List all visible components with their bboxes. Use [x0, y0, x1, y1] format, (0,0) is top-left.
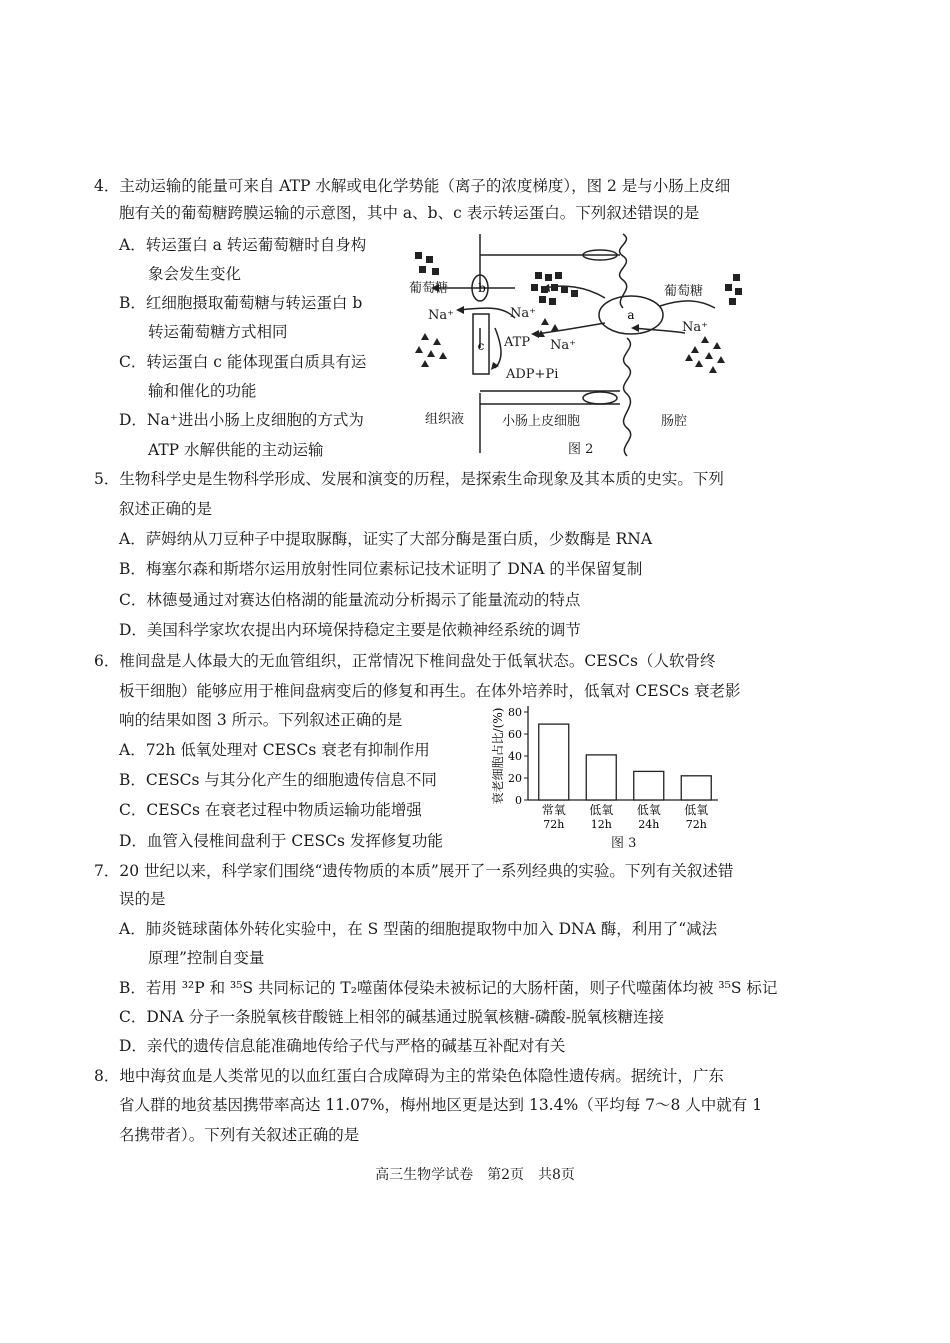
q8-stem-line3: 名携带者）。下列有关叙述正确的是: [119, 1126, 360, 1144]
figure-3-chart: [488, 700, 728, 835]
q7-option-b: B．若用 ³²P 和 ³⁵S 共同标记的 T₂噬菌体侵染未被标记的大肠杆菌，则子代噬菌体均被 ³⁵S 标记: [119, 979, 778, 997]
y-tick-label: 60: [508, 728, 522, 741]
x-tick-label: 72h: [685, 818, 707, 831]
x-tick-label: 低氧: [684, 803, 709, 817]
bar: [586, 755, 616, 800]
q4-option-b-line2: 转运葡萄糖方式相同: [148, 323, 288, 341]
na-entry-arrowhead: [631, 324, 639, 332]
q5-option-b: B．梅塞尔森和斯塔尔运用放射性同位素标记技术证明了 DNA 的半保留复制: [119, 560, 643, 578]
q5-option-c: C．林德曼通过对赛达伯格湖的能量流动分析揭示了能量流动的特点: [119, 591, 581, 609]
tight-junction-bottom: [583, 392, 617, 404]
x-tick-label: 低氧: [589, 803, 614, 817]
q6-option-a: A．72h 低氧处理对 CESCs 衰老有抑制作用: [119, 741, 430, 759]
q4-option-a-line1: A．转运蛋白 a 转运葡萄糖时自身构: [119, 236, 367, 254]
x-tick-label: 低氧: [636, 803, 661, 817]
na-exit-arrow: [460, 308, 515, 318]
y-axis-label: 衰老细胞占比/(%): [491, 707, 505, 805]
q6-option-c: C．CESCs 在衰老过程中物质运输功能增强: [119, 801, 422, 819]
q7-stem-line1: 7．20 世纪以来，科学家们围绕“遗传物质的本质”展开了一系列经典的实验。下列有关叙述错: [94, 862, 734, 880]
transporter-c-label: c: [477, 339, 485, 353]
y-tick-label: 0: [515, 794, 522, 807]
q7-option-a-line2: 原理”控制自变量: [148, 949, 265, 967]
figure-2-caption: 图 2: [568, 442, 594, 457]
q7-stem-line2: 误的是: [119, 890, 166, 908]
q7-option-d: D．亲代的遗传信息能准确地传给子代与严格的碱基互补配对有关: [119, 1037, 566, 1055]
y-tick-label: 80: [508, 706, 522, 719]
q4-option-b-line1: B．红细胞摄取葡萄糖与转运蛋白 b: [119, 294, 363, 312]
y-tick-label: 20: [508, 772, 522, 785]
na-exit-arrowhead: [456, 306, 464, 314]
q4-stem-line2: 胞有关的葡萄糖跨膜运输的示意图，其中 a、b、c 表示转运蛋白。下列叙述错误的是: [119, 204, 700, 222]
q6-stem-line1: 6．椎间盘是人体最大的无血管组织，正常情况下椎间盘处于低氧状态。CESCs（人软骨终: [94, 652, 716, 670]
page-footer: 高三生物学试卷 第2页 共8页: [375, 1167, 575, 1183]
q8-stem-line1: 8．地中海贫血是人类常见的以血红蛋白合成障碍为主的常染色体隐性遗传病。据统计，广东: [94, 1067, 724, 1085]
x-tick-label: 72h: [543, 818, 565, 831]
q4-option-d-line1: D．Na⁺进出小肠上皮细胞的方式为: [119, 411, 364, 429]
apical-membrane-bottom: [624, 338, 631, 456]
glucose-left-label: 葡萄糖: [409, 281, 449, 296]
y-tick-label: 40: [508, 750, 522, 763]
region-tissue-fluid-label: 组织液: [425, 412, 465, 427]
na-bottom-label: Na⁺: [550, 338, 576, 353]
na-mid-label: Na⁺: [510, 306, 536, 321]
q4-option-c-line2: 输和催化的功能: [148, 382, 257, 400]
q5-option-d: D．美国科学家坎农提出内环境保持稳定主要是依赖神经系统的调节: [119, 621, 581, 639]
region-lumen-label: 肠腔: [661, 414, 688, 429]
q6-option-b: B．CESCs 与其分化产生的细胞遗传信息不同: [119, 771, 437, 789]
q7-option-a-line1: A．肺炎链球菌体外转化实验中，在 S 型菌的细胞提取物中加入 DNA 酶，利用了“减法: [119, 920, 718, 938]
q4-option-a-line2: 象会发生变化: [148, 265, 242, 283]
q6-stem-line2: 板干细胞）能够应用于椎间盘病变后的修复和再生。在体外培养时，低氧对 CESCs 衰老影: [119, 682, 741, 700]
q4-option-d-line2: ATP 水解供能的主动运输: [148, 441, 324, 459]
adp-label: ADP+Pi: [506, 367, 559, 382]
q5-stem-line1: 5．生物科学史是生物科学形成、发展和演变的历程，是探索生命现象及其本质的史实。下列: [94, 470, 724, 488]
bar: [681, 776, 711, 800]
x-tick-label: 常氧: [541, 803, 566, 817]
bar: [539, 724, 569, 800]
na-right-label: Na⁺: [682, 320, 708, 335]
q8-stem-line2: 省人群的地贫基因携带率高达 11.07%，梅州地区更是达到 13.4%（平均每 7～8 人中就有 1: [119, 1096, 763, 1114]
glucose-lumen-arrow: [660, 301, 715, 308]
figure-3-caption: 图 3: [611, 836, 637, 851]
atp-label: ATP: [504, 335, 531, 350]
x-tick-label: 24h: [638, 818, 660, 831]
q7-option-c: C．DNA 分子一条脱氧核苷酸链上相邻的碱基通过脱氧核糖-磷酸-脱氧核糖连接: [119, 1008, 664, 1026]
region-cell-label: 小肠上皮细胞: [502, 414, 581, 429]
q4-option-c-line1: C．转运蛋白 c 能体现蛋白质具有运: [119, 353, 367, 371]
atp-arrow: [495, 328, 501, 368]
q6-stem-line3: 响的结果如图 3 所示。下列叙述正确的是: [119, 711, 403, 729]
q5-option-a: A．萨姆纳从刀豆种子中提取脲酶，证实了大部分酶是蛋白质，少数酶是 RNA: [119, 530, 653, 548]
transporter-b-label: b: [478, 281, 486, 295]
q6-option-d: D．血管入侵椎间盘利于 CESCs 发挥修复功能: [119, 832, 443, 850]
glucose-right-label: 葡萄糖: [664, 284, 704, 299]
q4-stem-line1: 4．主动运输的能量可来自 ATP 水解或电化学势能（离子的浓度梯度），图 2 是与小肠上皮细: [94, 177, 731, 195]
bar: [634, 771, 664, 800]
transporter-a-label: a: [627, 308, 635, 322]
q5-stem-line2: 叙述正确的是: [119, 500, 213, 518]
na-left-label: Na⁺: [428, 308, 454, 323]
x-tick-label: 12h: [590, 818, 612, 831]
